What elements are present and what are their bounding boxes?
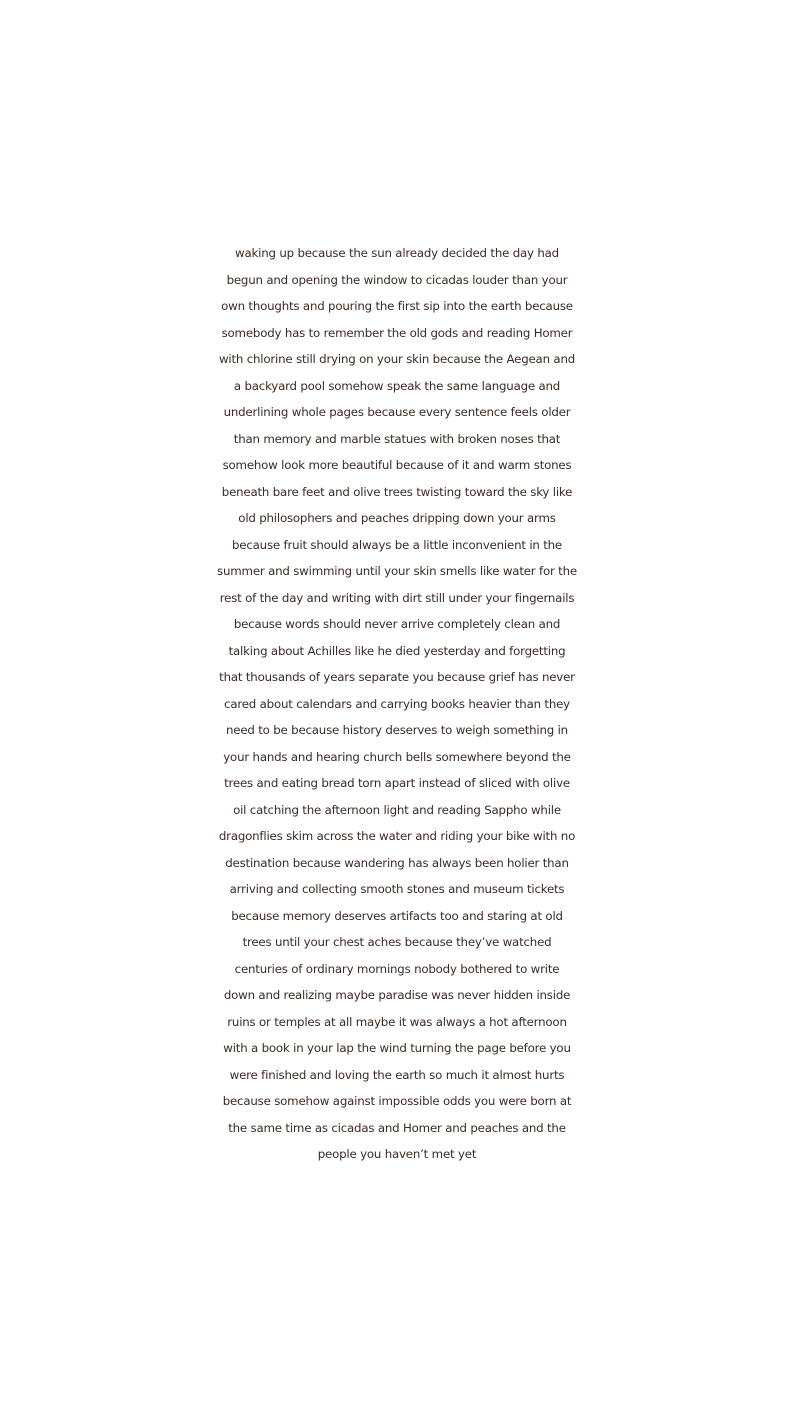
- poem-line: trees until your chest aches because they’ve watched: [242, 935, 552, 949]
- poem-line: a backyard pool somehow speak the same language and: [233, 378, 561, 393]
- poem-line: old philosophers and peaches dripping down your arms: [238, 511, 556, 525]
- poem-line: destination because wandering has always been holier than: [225, 855, 569, 870]
- poem-line: centuries of ordinary mornings nobody bothered to write: [234, 961, 560, 976]
- poem-line: arriving and collecting smooth stones and museum tickets: [229, 882, 565, 896]
- poem-line: rest of the day and writing with dirt still under your fingernails: [219, 590, 575, 605]
- poem-line: oil catching the afternoon light and reading Sappho while: [233, 802, 561, 817]
- poem-line: that thousands of years separate you because grief has never: [219, 670, 575, 684]
- poem-line: ruins or temples at all maybe it was always a hot afternoon: [227, 1014, 567, 1029]
- poem-line: with chlorine still drying on your skin because the Aegean and: [218, 352, 576, 366]
- poem-line: own thoughts and pouring the first sip into the earth because: [221, 299, 573, 313]
- poem-line: were finished and loving the earth so much it almost hurts: [229, 1067, 565, 1082]
- poem-line: need to be because history deserves to weigh something in: [226, 723, 568, 737]
- poem-line: cared about calendars and carrying books heavier than they: [224, 696, 570, 711]
- poem-line: because memory deserves artifacts too and staring at old: [231, 908, 563, 923]
- poem-line: trees and eating bread torn apart instead of sliced with olive: [224, 776, 570, 790]
- poem-line: because fruit should always be a little inconvenient in the: [232, 537, 562, 552]
- poem-text-block: [0, 240, 794, 1168]
- poem-line: somehow look more beautiful because of it and warm stones: [222, 458, 572, 472]
- poem-line: somebody has to remember the old gods and reading Homer: [221, 325, 573, 340]
- poem-line: waking up because the sun already decided the day had: [235, 246, 559, 260]
- poem-line: with a book in your lap the wind turning the page before you: [223, 1041, 571, 1055]
- poem-line: than memory and marble statues with broken noses that: [233, 431, 561, 446]
- poem-line: your hands and hearing church bells somewhere beyond the: [223, 749, 571, 764]
- poem-line: people you haven’t met yet: [317, 1147, 477, 1161]
- poem-line: because words should never arrive completely clean and: [233, 617, 561, 631]
- poem-line: underlining whole pages because every sentence feels older: [223, 405, 571, 419]
- poem-line: begun and opening the window to cicadas louder than your: [226, 272, 568, 287]
- poem-line: down and realizing maybe paradise was never hidden inside: [223, 988, 571, 1002]
- poem-line: because somehow against impossible odds you were born at: [222, 1094, 572, 1108]
- poem-line: the same time as cicadas and Homer and peaches and the: [228, 1120, 566, 1135]
- poem-line: beneath bare feet and olive trees twisting toward the sky like: [221, 484, 573, 499]
- poem-line: talking about Achilles like he died yesterday and forgetting: [228, 643, 566, 658]
- poem-line: summer and swimming until your skin smells like water for the: [217, 564, 577, 578]
- poem-line: dragonflies skim across the water and riding your bike with no: [218, 829, 576, 843]
